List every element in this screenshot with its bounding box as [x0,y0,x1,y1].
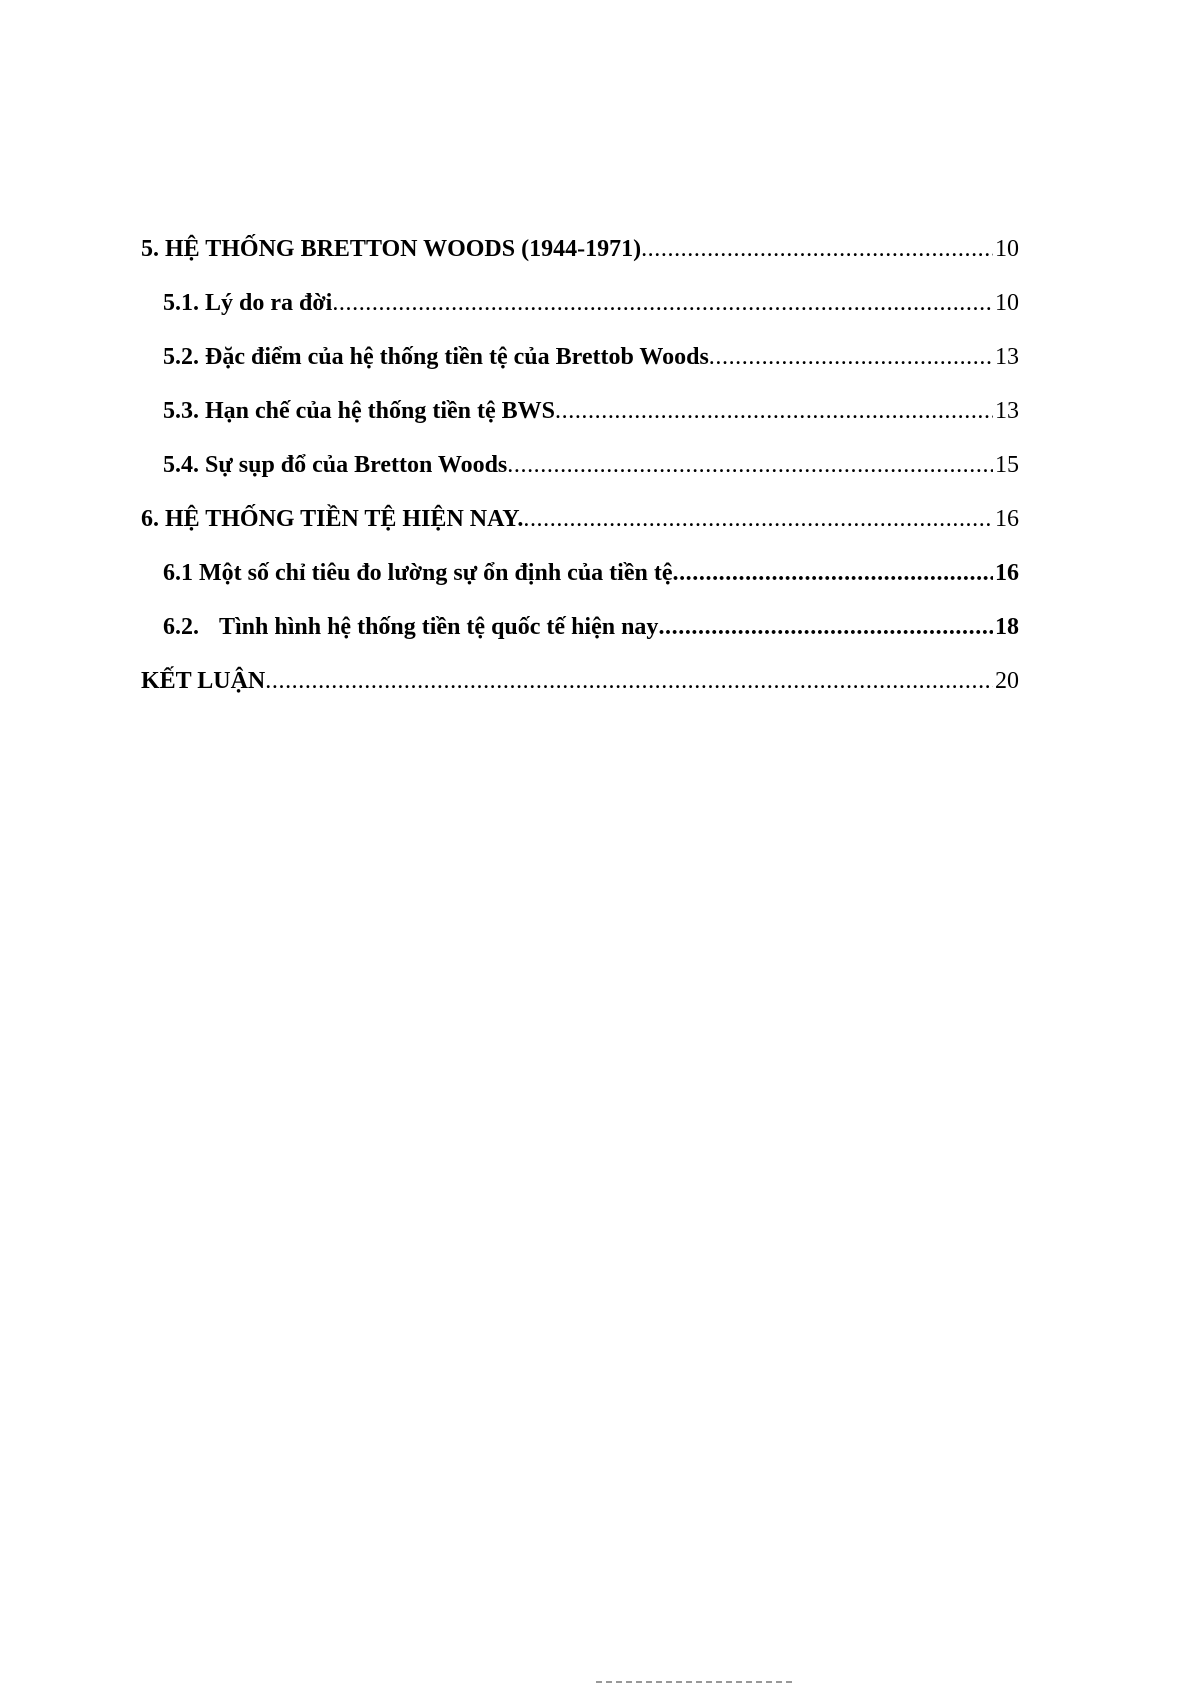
dot-leader [658,606,993,648]
toc-entry-5-3[interactable] [141,390,1019,444]
toc-entry-6-2[interactable] [141,606,1019,660]
toc-entry-5-4[interactable] [141,444,1019,498]
dot-leader [265,660,993,702]
toc-page-number: 10 [995,236,1019,262]
toc-page-number: 16 [995,506,1019,532]
toc-entry-number: 6.2. [163,614,199,640]
toc-entry-title: KẾT LUẬN [141,668,266,694]
toc-page-number: 13 [995,344,1019,370]
dot-leader [507,444,993,486]
toc-entry-5-1[interactable] [141,282,1019,336]
dot-leader [672,552,993,594]
toc-entry-6-1[interactable] [141,552,1019,606]
toc-entry-5-2[interactable] [141,336,1019,390]
dot-leader [709,336,993,378]
dot-leader [641,228,993,270]
toc-entry-conclusion[interactable] [141,660,1019,714]
toc-entry-title: 5. HỆ THỐNG BRETTON WOODS (1944-1971) [141,236,642,262]
toc-page-number: 18 [995,614,1019,640]
toc-entry-title: 5.4. Sự sụp đổ của Bretton Woods [163,452,508,478]
toc-page-number: 10 [995,290,1019,316]
toc-page-number: 16 [995,560,1019,586]
toc-entry-title: 6.1 Một số chỉ tiêu đo lường sự ổn định của tiền tệ [163,560,673,586]
toc-entry-title: 5.2. Đặc điểm của hệ thống tiền tệ của Brettob Woods [163,344,709,370]
toc-entry-5[interactable] [141,228,1019,282]
toc-entry-6[interactable] [141,498,1019,552]
table-of-contents [141,228,1019,714]
toc-entry-title: 5.1. Lý do ra đời [163,290,333,316]
dot-leader [523,498,993,540]
dot-leader [555,390,993,432]
toc-entry-title: 6. HỆ THỐNG TIỀN TỆ HIỆN NAY. [141,506,524,532]
toc-page-number: 15 [995,452,1019,478]
toc-entry-text: Tình hình hệ thống tiền tệ quốc tế hiện nay [219,614,659,640]
toc-entry-title: 5.3. Hạn chế của hệ thống tiền tệ BWS [163,398,556,424]
toc-entry-title [163,606,658,648]
dot-leader [332,282,993,324]
toc-page-number: 13 [995,398,1019,424]
footer-dashed-rule [596,1681,796,1683]
toc-page-number: 20 [995,668,1019,694]
